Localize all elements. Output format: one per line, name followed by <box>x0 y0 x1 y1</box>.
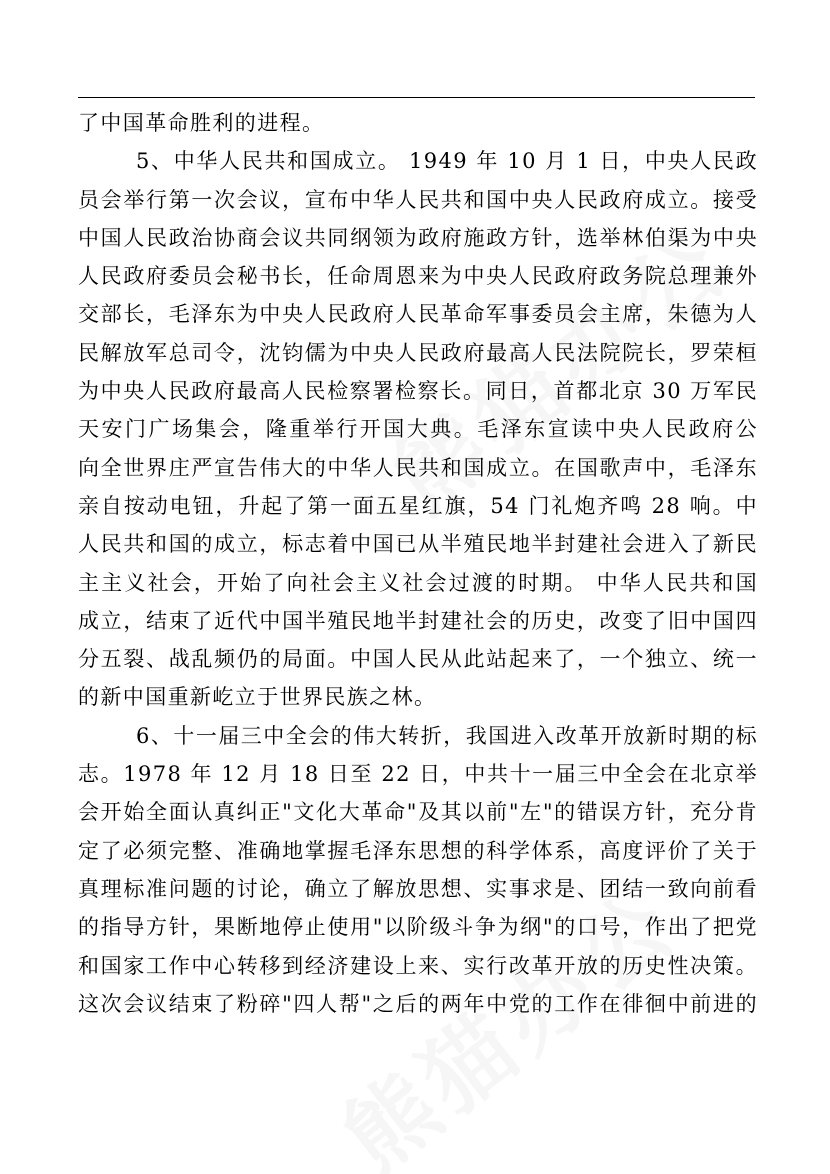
text-line: 定了必须完整、准确地掌握毛泽东思想的科学体系，高度评价了关于 <box>78 838 758 863</box>
text-line: 成立，结束了近代中国半殖民地半封建社会的历史，改变了旧中国四 <box>78 608 758 633</box>
text-line: 向全世界庄严宣告伟大的中华人民共和国成立。在国歌声中，毛泽东 <box>78 455 758 480</box>
text-line: 5、中华人民共和国成立。 1949 年 10 月 1 日，中央人民政 <box>136 149 758 174</box>
text-line: 人民共和国的成立，标志着中国已从半殖民地半封建社会进入了新民 <box>78 532 758 557</box>
text-line: 员会举行第一次会议，宣布中华人民共和国中央人民政府成立。接受 <box>78 187 758 212</box>
text-line: 天安门广场集会，隆重举行开国大典。毛泽东宣读中央人民政府公 <box>78 417 758 442</box>
text-line: 的新中国重新屹立于世界民族之林。 <box>78 685 437 710</box>
text-line: 为中央人民政府最高人民检察署检察长。同日，首都北京 30 万军民 <box>78 379 758 404</box>
text-line: 的指导方针，果断地停止使用"以阶级斗争为纲"的口号，作出了把党 <box>78 915 758 940</box>
header-rule <box>78 97 755 98</box>
text-line: 交部长，毛泽东为中央人民政府人民革命军事委员会主席，朱德为人 <box>78 302 758 327</box>
body-text <box>78 104 758 1023</box>
text-line: 真理标准问题的讨论，确立了解放思想、实事求是、团结一致向前看 <box>78 876 758 901</box>
text-line: 这次会议结束了粉碎"四人帮"之后的两年中党的工作在徘徊中前进的 <box>78 991 758 1016</box>
text-line: 志。1978 年 12 月 18 日至 22 日，中共十一届三中全会在北京举 <box>78 762 758 787</box>
text-line: 会开始全面认真纠正"文化大革命"及其以前"左"的错误方针，充分肯 <box>78 800 758 825</box>
text-line: 主主义社会，开始了向社会主义社会过渡的时期。 中华人民共和国 <box>78 570 758 595</box>
text-line: 和国家工作中心转移到经济建设上来、实行改革开放的历史性决策。 <box>78 953 758 978</box>
text-line: 6、十一届三中全会的伟大转折，我国进入改革开放新时期的标 <box>136 723 758 748</box>
text-line: 分五裂、战乱频仍的局面。中国人民从此站起来了，一个独立、统一 <box>78 647 758 672</box>
text-line: 了中国革命胜利的进程。 <box>78 111 325 135</box>
text-line: 人民政府委员会秘书长，任命周恩来为中央人民政府政务院总理兼外 <box>78 264 758 289</box>
text-line: 民解放军总司令，沈钧儒为中央人民政府最高人民法院院长，罗荣桓 <box>78 340 758 365</box>
text-line: 中国人民政治协商会议共同纲领为政府施政方针，选举林伯渠为中央 <box>78 225 758 250</box>
text-line: 亲自按动电钮，升起了第一面五星红旗，54 门礼炮齐鸣 28 响。中 <box>78 493 758 518</box>
